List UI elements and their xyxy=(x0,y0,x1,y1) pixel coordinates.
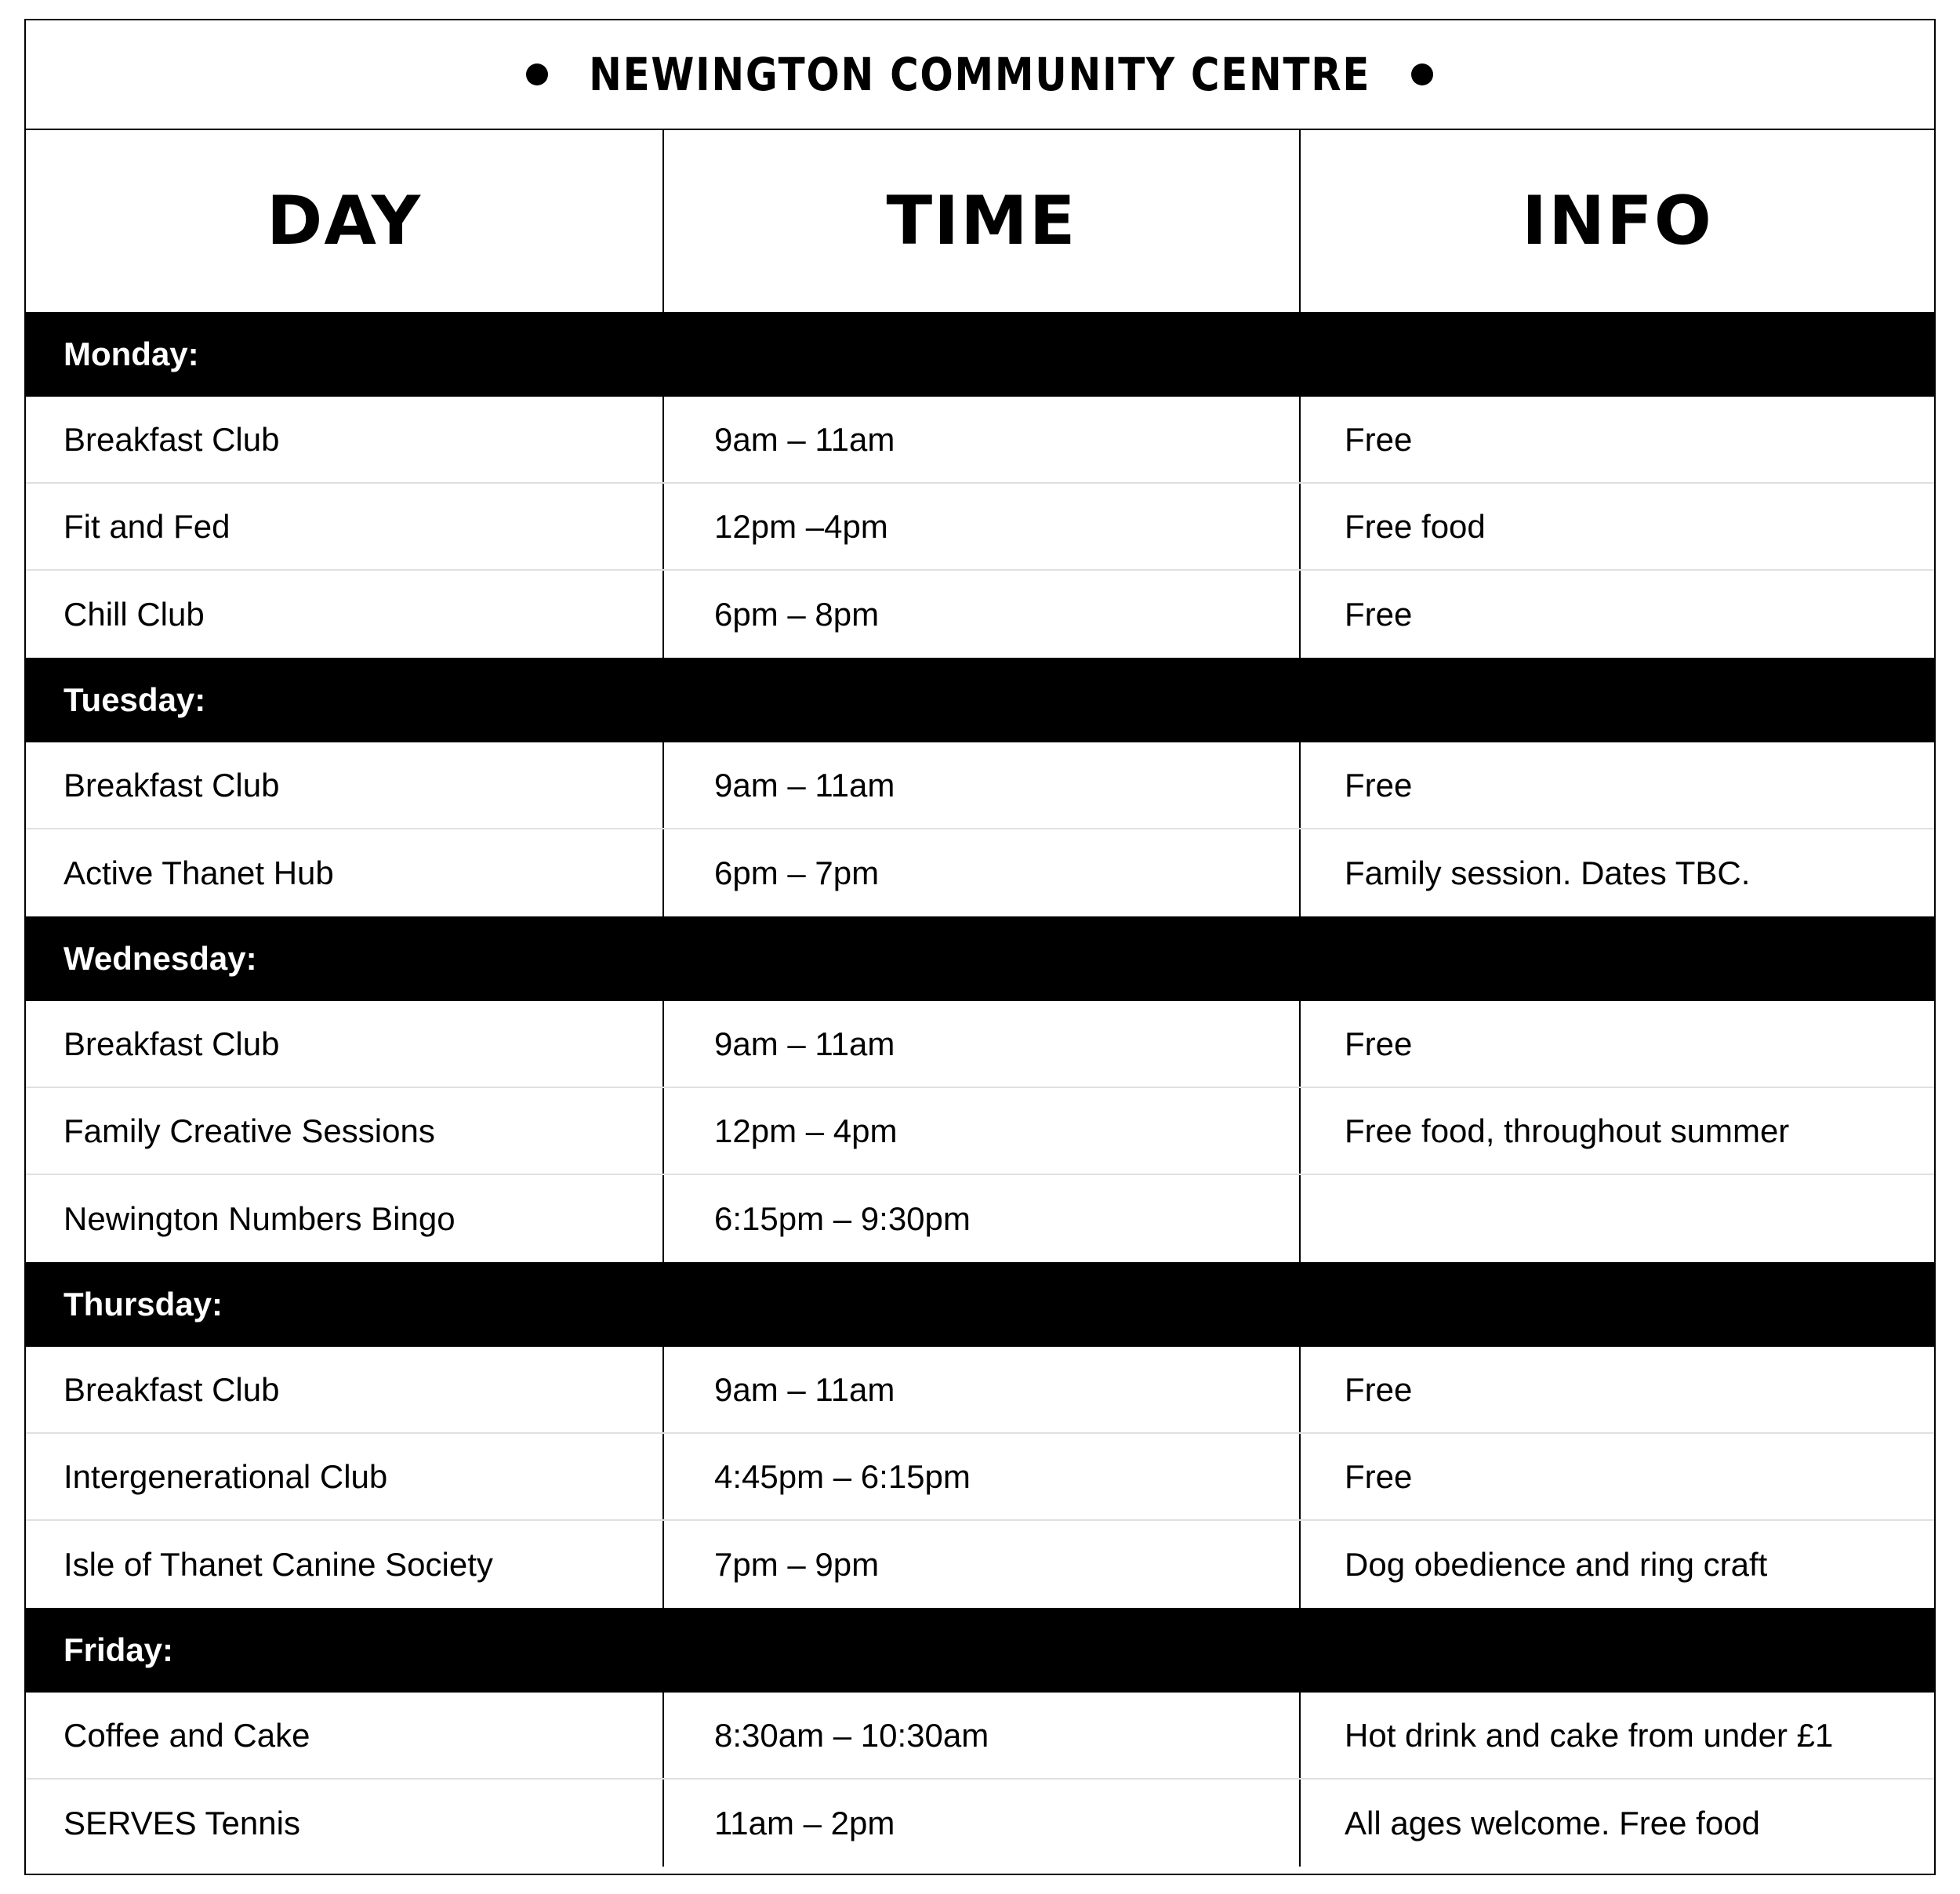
schedule-body xyxy=(26,312,1934,1867)
day-heading: Monday: xyxy=(26,312,1934,397)
info-cell: Free xyxy=(1299,571,1934,658)
info-cell: Free xyxy=(1299,742,1934,828)
table-row xyxy=(26,1088,1934,1175)
time-cell: 9am – 11am xyxy=(662,1347,1299,1432)
activity-cell: Newington Numbers Bingo xyxy=(64,1199,456,1237)
schedule-sheet xyxy=(24,19,1936,1875)
table-row xyxy=(26,1347,1934,1434)
day-heading: Tuesday: xyxy=(26,658,1934,742)
table-row xyxy=(26,1693,1934,1780)
activity-cell: Family Creative Sessions xyxy=(64,1112,435,1149)
time-cell: 7pm – 9pm xyxy=(662,1521,1299,1608)
time-cell: 9am – 11am xyxy=(662,397,1299,482)
table-row xyxy=(26,1521,1934,1608)
activity-cell: Coffee and Cake xyxy=(64,1716,310,1754)
time-cell: 6:15pm – 9:30pm xyxy=(662,1175,1299,1262)
info-cell xyxy=(1299,1175,1934,1262)
activity-cell: Breakfast Club xyxy=(64,1370,280,1408)
column-headers xyxy=(26,130,1934,312)
day-heading: Friday: xyxy=(26,1608,1934,1693)
info-cell: Family session. Dates TBC. xyxy=(1299,829,1934,916)
table-row xyxy=(26,397,1934,484)
activity-cell: Breakfast Club xyxy=(64,766,280,804)
activity-cell: SERVES Tennis xyxy=(64,1804,300,1841)
activity-cell: Breakfast Club xyxy=(64,1025,280,1062)
title-bar xyxy=(26,20,1934,130)
activity-cell: Breakfast Club xyxy=(64,420,280,458)
table-row xyxy=(26,1175,1934,1262)
table-row xyxy=(26,571,1934,658)
activity-cell: Active Thanet Hub xyxy=(64,854,334,891)
time-cell: 11am – 2pm xyxy=(662,1780,1299,1867)
info-cell: Free food, throughout summer xyxy=(1299,1088,1934,1174)
activity-cell: Chill Club xyxy=(64,595,205,633)
time-cell: 6pm – 8pm xyxy=(662,571,1299,658)
time-cell: 6pm – 7pm xyxy=(662,829,1299,916)
table-row xyxy=(26,1780,1934,1867)
activity-cell: Intergenerational Club xyxy=(64,1457,388,1495)
time-cell: 12pm – 4pm xyxy=(662,1088,1299,1174)
info-cell: Free xyxy=(1299,397,1934,482)
table-row xyxy=(26,742,1934,829)
day-heading: Thursday: xyxy=(26,1262,1934,1347)
activity-cell: Isle of Thanet Canine Society xyxy=(64,1545,493,1583)
column-header-day: DAY xyxy=(267,182,422,260)
time-cell: 9am – 11am xyxy=(662,1001,1299,1087)
time-cell: 8:30am – 10:30am xyxy=(662,1693,1299,1778)
info-cell: Free xyxy=(1299,1001,1934,1087)
column-header-time: TIME xyxy=(662,130,1299,312)
time-cell: 4:45pm – 6:15pm xyxy=(662,1434,1299,1519)
info-cell: Dog obedience and ring craft xyxy=(1299,1521,1934,1608)
bullet-dot-icon xyxy=(1411,63,1433,85)
info-cell: Free xyxy=(1299,1347,1934,1432)
column-header-info: INFO xyxy=(1299,130,1934,312)
time-cell: 12pm –4pm xyxy=(662,484,1299,569)
day-heading: Wednesday: xyxy=(26,916,1934,1001)
table-row xyxy=(26,484,1934,571)
table-row xyxy=(26,1001,1934,1088)
info-cell: Free xyxy=(1299,1434,1934,1519)
info-cell: Hot drink and cake from under £1 xyxy=(1299,1693,1934,1778)
page-title: NEWINGTON COMMUNITY CENTRE xyxy=(589,48,1371,101)
time-cell: 9am – 11am xyxy=(662,742,1299,828)
table-row xyxy=(26,1434,1934,1521)
bullet-dot-icon xyxy=(526,63,548,85)
table-row xyxy=(26,829,1934,916)
activity-cell: Fit and Fed xyxy=(64,507,230,545)
info-cell: Free food xyxy=(1299,484,1934,569)
info-cell: All ages welcome. Free food xyxy=(1299,1780,1934,1867)
